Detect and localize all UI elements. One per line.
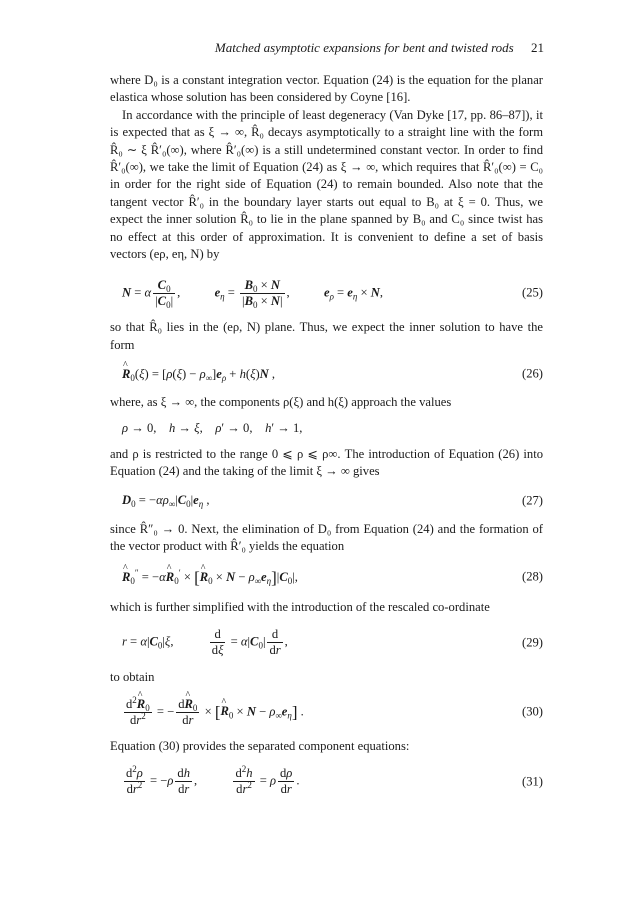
equation-30: [110, 692, 543, 732]
equation-31-number: (31): [522, 773, 543, 788]
equation-26-body: ^ $R_0(\xi) = [\rho(\xi) - \rho_\infty]e_\rho + h(\xi)N$ ,: [110, 366, 275, 383]
equation-28-body: ^ $R_0''$ = −α^ $R_0'$ × [^ $R_0 \times N - \rho_\infty e_\eta]|C_0|$,: [110, 569, 298, 586]
paragraph-1: where D₀ is a constant integration vector. Equation (24) is the equation for the planar elastica whose solution has been considered by Coyne [16].: [110, 73, 543, 105]
equation-30-number: (30): [522, 704, 543, 719]
paragraph-3: so that R̂₀ lies in the (eρ, N) plane. Thus, we expect the inner solution to have the form: [110, 320, 543, 352]
running-title: Matched asymptotic expansions for bent and twisted rods: [214, 40, 514, 55]
equation-28: [110, 565, 543, 589]
paragraph-4: where, as ξ → ∞, the components ρ(ξ) and h(ξ) approach the values: [110, 395, 452, 410]
equation-31: [110, 762, 543, 802]
paragraph-5: and ρ is restricted to the range 0 ⩽ ρ ⩽ ρ∞. The introduction of Equation (26) into Equation (24) and the taking of the limit ξ → ∞ gives: [110, 446, 543, 479]
equation-28-number: (28): [522, 569, 543, 584]
paragraph-7: which is further simplified with the introduction of the rescaled co-ordinate: [110, 600, 490, 615]
equation-27-body: $D_0 = -\alpha\rho_\infty|C_0|e_\eta$ ,: [122, 492, 210, 509]
equation-27: [110, 491, 543, 511]
running-header: [215, 40, 544, 56]
equation-25-number: (25): [522, 285, 543, 300]
equation-26-number: (26): [522, 366, 543, 381]
equation-limits-body: ρ → 0, h → ξ, ρ′ → 0, h′ → 1,: [122, 420, 303, 435]
equation-29: [110, 623, 543, 663]
equation-27-number: (27): [522, 492, 543, 507]
body-text: [110, 72, 543, 802]
equation-25: [110, 273, 543, 313]
equation-29-number: (29): [522, 635, 543, 650]
equation-31-body: $\frac{d^2\rho}{dr^2}$ = −ρ $\frac{dh}{dr}$ , $\frac{d^2h}{dr^2}$ = ρ $\frac{d\rho}{dr}$ .: [126, 764, 300, 797]
paragraph-9: Equation (30) provides the separated component equations:: [110, 739, 410, 754]
page-number: 21: [531, 40, 544, 55]
equation-29-body: $r = \alpha|C_0|\xi$, $\frac{d}{d\xi}$ = $\alpha|C_0|$ $\frac{d}{dr}$ ,: [122, 627, 288, 658]
equation-26: [110, 364, 543, 384]
equation-30-body: $\frac{d^2\^{} R_0}{dr^2}$ = − $\frac{d\^{} R_0}{dr}$ × [^ $R_0 \times N - \rho_\infty e_\eta$] .: [110, 697, 304, 728]
paragraph-6: since R̂″₀ → 0. Next, the elimination of D₀ from Equation (24) and the formation of the vector product with R̂′₀ yields the equation: [110, 521, 543, 553]
equation-25-body: N = α $\frac{C_0}{|C_0|}$ , $e_\eta$ = $\frac{B_0 \times N}{|B_0 \times N|}$ , $e_\rho = e_\eta \times N$,: [122, 277, 384, 310]
paragraph-8: to obtain: [110, 669, 155, 684]
paragraph-2: In accordance with the principle of least degeneracy (Van Dyke [17, pp. 86–87]), it is expected that as ξ → ∞, R̂₀ decays asymptotically to a straight line with the form R̂₀ ∼ ξ R̂′₀(∞), where R̂′₀(∞) is a still undetermined constant vector. In order to find R̂′₀(∞), we take the limit of Equation (24) as ξ → ∞, which requires that R̂′₀(∞) = C₀ in order for the right side of Equation (24) to remain bounded. Also note that the tangent vector R̂′₀ in the boundary layer starts out equal to B₀ at ξ = 0. Thus, we expect the inner solution R̂₀ to lie in the plane spanned by B₀ and C₀ since twist has no effect at this order of approximation. It is convenient to define a set of basis vectors (eρ, eη, N) by: [110, 107, 543, 262]
equation-limits: [110, 418, 543, 440]
